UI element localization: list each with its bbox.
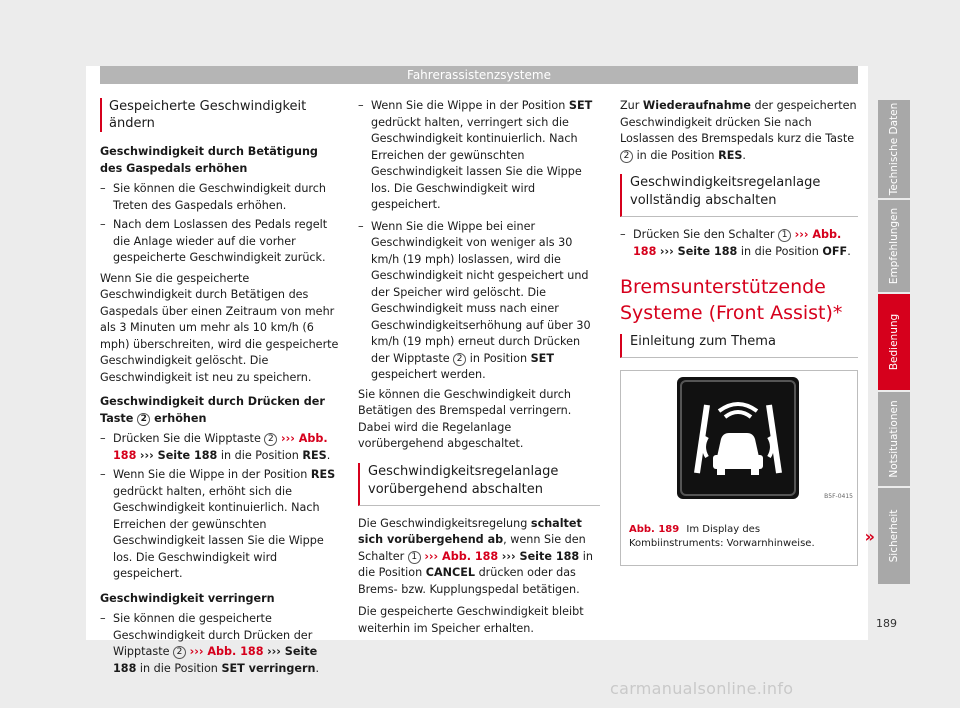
paragraph: Die Geschwindigkeitsregelung schaltet sich vorübergehend ab, wenn Sie den Schalter 1 ››› Abb. 188 ››› Seite 188 in die Position CANCEL drücken oder das Brems- bzw. Kupplungspedal betätigen. — [358, 516, 593, 596]
tab-bedienung[interactable]: Bedienung — [878, 294, 910, 390]
chapter-header: Fahrerassistenzsysteme — [100, 66, 858, 84]
section-title: Geschwindigkeitsregelanlage vollständig abschalten — [620, 174, 858, 217]
dashboard-display — [677, 377, 799, 499]
paragraph: Sie können die Geschwindigkeit durch Betätigen des Bremspedal verringern. Dabei wird die Regelanlage vorübergehend abgeschaltet. — [358, 387, 572, 450]
subheading: Geschwindigkeit verringern — [100, 591, 275, 605]
page-link[interactable]: ››› Seite 188 — [501, 549, 580, 563]
figure-caption: Abb. 189 Im Display des Kombiinstruments: Vorwarnhinweise. — [629, 523, 815, 549]
list-item: – Sie können die Geschwindigkeit durch Treten des Gaspedals erhöhen. — [100, 181, 340, 214]
callout-number: 2 — [264, 433, 277, 446]
page-link[interactable]: ››› Seite 188 — [659, 244, 738, 258]
page-number: 189 — [876, 617, 897, 630]
front-assist-warning-icon — [677, 377, 799, 499]
callout-number: 2 — [137, 413, 150, 426]
tab-technische-daten[interactable]: Technische Daten — [878, 100, 910, 198]
tab-empfehlungen[interactable]: Empfehlungen — [878, 200, 910, 292]
continue-icon: » — [864, 526, 875, 546]
chapter-title: Bremsunterstützende Systeme (Front Assist)* — [620, 276, 843, 324]
column-1 — [100, 98, 340, 680]
subheading: Geschwindigkeit durch Drücken der Taste 2 erhöhen — [100, 395, 325, 425]
page-link[interactable]: ››› Seite 188 — [139, 448, 218, 462]
callout-number: 2 — [173, 646, 186, 659]
paragraph: Die gespeicherte Geschwindigkeit bleibt weiterhin im Speicher erhalten. — [358, 605, 584, 635]
figure-link[interactable]: ››› Abb. 188 — [633, 228, 842, 258]
figure-189 — [620, 370, 875, 566]
callout-number: 2 — [620, 150, 633, 163]
tab-notsituationen[interactable]: Notsituationen — [878, 392, 910, 486]
callout-number: 2 — [453, 353, 466, 366]
list-item: – Drücken Sie den Schalter 1 ››› Abb. 188 ››› Seite 188 in die Position OFF. — [620, 227, 858, 260]
section-title: Geschwindigkeitsregelanlage vorübergehend abschalten — [358, 463, 600, 506]
figure-link[interactable]: ››› Abb. 188 — [113, 432, 328, 462]
list-item: – Drücken Sie die Wipptaste 2 ››› Abb. 188 ››› Seite 188 in die Position RES. — [100, 431, 340, 464]
subheading: Geschwindigkeit durch Betätigung des Gaspedals erhöhen — [100, 145, 318, 175]
paragraph: Wenn Sie die gespeicherte Geschwindigkeit durch Betätigen des Gaspedals über einen Zeitraum von mehr als 3 Minuten um mehr als 10 km/h (6 mph) überschreiten, wird die gespeicherte Geschwindigkeit gelöscht. Die Geschwindigkeit ist neu zu speichern. — [100, 271, 339, 384]
figure-link[interactable]: ››› Abb. 188 — [424, 549, 499, 563]
topic-subtitle: Einleitung zum Thema — [620, 334, 858, 358]
list-item: – Wenn Sie die Wippe in der Position SET gedrückt halten, verringert sich die Geschwindigkeit kontinuierlich. Nach Erreichen der gewünschten Geschwindigkeit lassen Sie die Wippe los. Die Geschwindigkeit wird gespeichert. — [358, 98, 600, 214]
tab-sicherheit[interactable]: Sicherheit — [878, 488, 910, 584]
section-title: Gespeicherte Geschwindigkeit ändern — [100, 98, 340, 132]
list-item: – Wenn Sie die Wippe bei einer Geschwindigkeit von weniger als 30 km/h (19 mph) loslassen, wird die Geschwindigkeit nicht gespeichert und der Speicher wird gelöscht. Die Geschwindigkeit muss nach einer Geschwindigkeitserhöhung auf über 30 km/h (19 mph) erneut durch Drücken der Wipptaste 2 in Position SET gespeichert werden. — [358, 219, 600, 384]
list-item: – Nach dem Loslassen des Pedals regelt die Anlage wieder auf die vorher gespeicherte Geschwindigkeit zurück. — [100, 217, 340, 267]
list-item: – Sie können die gespeicherte Geschwindigkeit durch Drücken der Wipptaste 2 ››› Abb. 188 ››› Seite 188 in die Position SET verringern. — [100, 611, 340, 677]
column-2 — [358, 98, 600, 643]
paragraph: Zur Wiederaufnahme der gespeicherten Geschwindigkeit drücken Sie nach Loslassen des Bremspedals kurz die Taste 2 in die Position RES. — [620, 99, 857, 162]
figure-code: B5F-0415 — [824, 492, 853, 500]
figure-link[interactable]: ››› Abb. 188 — [189, 645, 264, 658]
watermark: carmanualsonline.info — [610, 679, 794, 698]
column-3 — [620, 98, 875, 566]
page-link[interactable]: ››› Seite 188 — [113, 645, 318, 675]
callout-number: 1 — [408, 551, 421, 564]
callout-number: 1 — [778, 229, 791, 242]
list-item: – Wenn Sie die Wippe in der Position RES gedrückt halten, erhöht sich die Geschwindigkeit kontinuierlich. Nach Erreichen der gewünschten Geschwindigkeit lassen Sie die Wippe los. Die Geschwindigkeit wird gespeichert. — [100, 467, 340, 583]
